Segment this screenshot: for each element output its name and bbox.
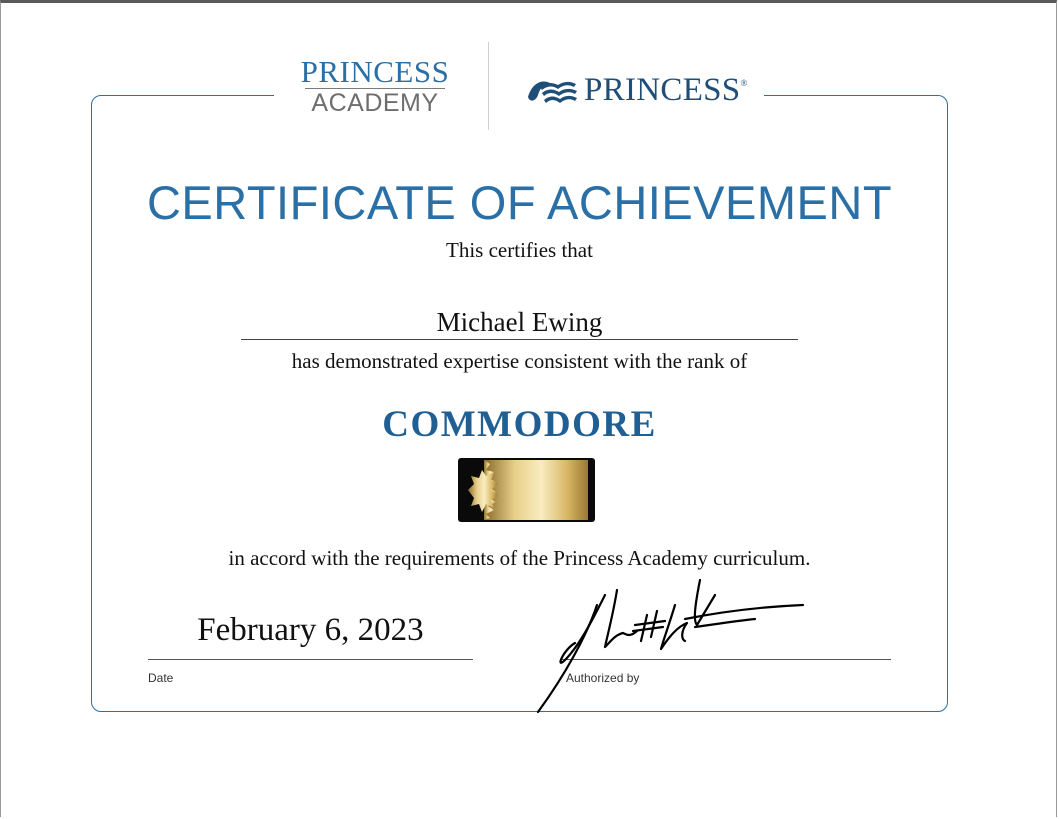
date-label: Date — [148, 671, 174, 685]
princess-brand-logo — [526, 72, 747, 108]
princess-academy-logo — [300, 56, 450, 117]
date-line — [148, 659, 473, 660]
academy-logo-bottom: ACADEMY — [311, 89, 439, 117]
sea-witch-wave-icon — [526, 75, 580, 105]
academy-logo-top: PRINCESS — [300, 54, 450, 89]
authorized-label: Authorized by — [566, 671, 640, 685]
certifies-text: This certifies that — [446, 238, 593, 262]
certificate-title: CERTIFICATE OF ACHIEVEMENT — [146, 176, 893, 229]
princess-brand-word: PRINCESS — [584, 72, 741, 108]
date-value: February 6, 2023 — [197, 612, 424, 648]
accord-text: in accord with the requirements of the Princess Academy curriculum. — [228, 546, 811, 570]
registered-mark: ® — [740, 78, 748, 88]
logo-divider — [488, 42, 489, 130]
commodore-rank-insignia-icon — [458, 458, 595, 522]
recipient-name: Michael Ewing — [241, 306, 798, 340]
rank-title: COMMODORE — [382, 404, 657, 445]
demonstrated-text: has demonstrated expertise consistent with the rank of — [291, 349, 748, 373]
signature — [535, 575, 810, 715]
